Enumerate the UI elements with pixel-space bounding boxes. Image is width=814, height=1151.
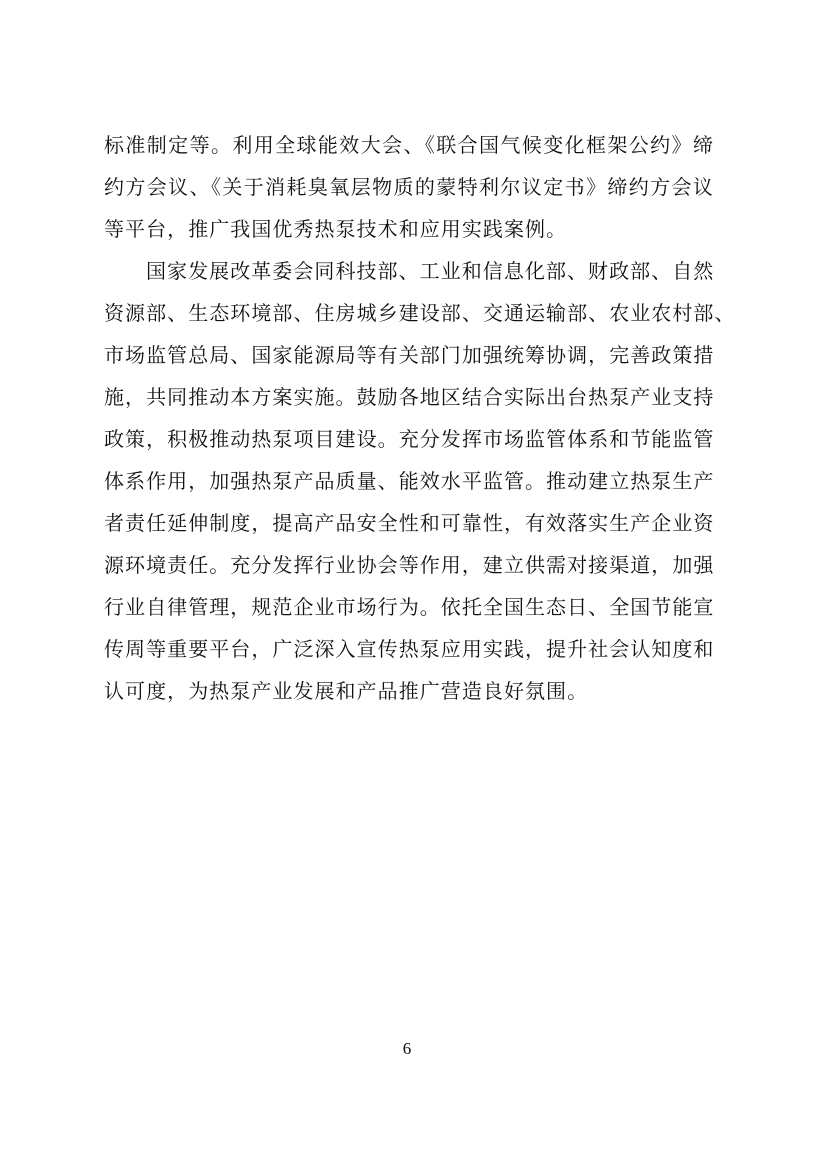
body-text [104, 124, 736, 712]
paragraph-line: 市场监管总局、国家能源局等有关部门加强统筹协调，完善政策措 [104, 343, 715, 367]
paragraph-1 [104, 124, 714, 250]
paragraph-line: 者责任延伸制度，提高产品安全性和可靠性，有效落实生产企业资 [104, 511, 715, 535]
paragraph-line: 等平台，推广我国优秀热泵技术和应用实践案例。 [104, 217, 568, 241]
paragraph-line: 国家发展改革委会同科技部、工业和信息化部、财政部、自然 [146, 259, 715, 283]
paragraph-line: 标准制定等。利用全球能效大会、《联合国气候变化框架公约》缔 [104, 133, 714, 157]
paragraph-line: 资源部、生态环境部、住房城乡建设部、交通运输部、农业农村部、 [104, 301, 736, 325]
paragraph-line: 传周等重要平台，广泛深入宣传热泵应用实践，提升社会认知度和 [104, 637, 715, 661]
paragraph-line: 政策，积极推动热泵项目建设。充分发挥市场监管体系和节能监管 [104, 427, 715, 451]
paragraph-line: 施，共同推动本方案实施。鼓励各地区结合实际出台热泵产业支持 [104, 385, 715, 409]
paragraph-line: 体系作用，加强热泵产品质量、能效水平监管。推动建立热泵生产 [104, 469, 715, 493]
paragraph-line: 认可度，为热泵产业发展和产品推广营造良好氛围。 [104, 679, 589, 703]
paragraph-line: 行业自律管理，规范企业市场行为。依托全国生态日、全国节能宣 [104, 595, 715, 619]
paragraph-2 [104, 250, 736, 712]
paragraph-line: 源环境责任。充分发挥行业协会等作用，建立供需对接渠道，加强 [104, 553, 715, 577]
paragraph-line: 约方会议、《关于消耗臭氧层物质的蒙特利尔议定书》缔约方会议 [104, 175, 714, 199]
page-number: 6 [402, 1039, 412, 1058]
